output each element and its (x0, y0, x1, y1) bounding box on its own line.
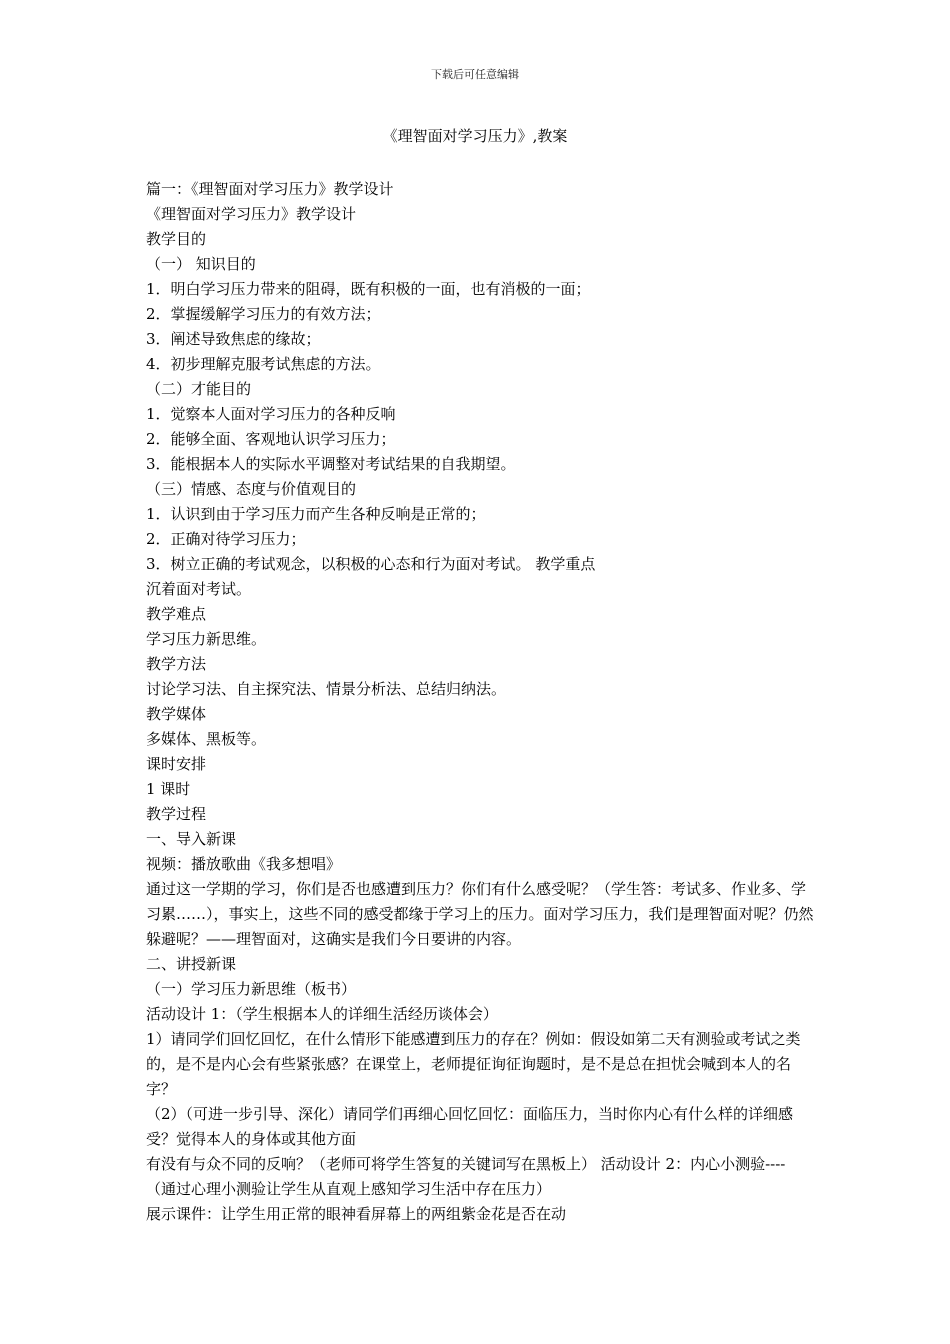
body-line: 教学目的 (146, 230, 207, 248)
body-line: 教学过程 (146, 805, 207, 823)
body-paragraph: 有没有与众不同的反响？（老师可将学生答复的关键词写在黑板上） 活动设计 2：内心小测验----（通过心理小测验让学生从直观上感知学习生活中存在压力） (146, 1155, 786, 1198)
body-line: 1．认识到由于学习压力而产生各种反响是正常的； (146, 505, 486, 523)
body-line: 3．阐述导致焦虑的缘故； (146, 330, 321, 348)
body-line: 一、导入新课 (146, 830, 237, 848)
body-line: 《理智面对学习压力》教学设计 (146, 205, 357, 223)
body-paragraph: 通过这一学期的学习，你们是否也感遭到压力？你们有什么感受呢？（学生答：考试多、作业多、学习累……），事实上，这些不同的感受都缘于学习上的压力。面对学习压力，我们是理智面对呢？仍然躲避呢？——理智面对，这确实是我们今日要讲的内容。 (146, 880, 814, 948)
header-note: 下载后可任意编辑 (431, 68, 519, 81)
body-line: 教学方法 (146, 655, 207, 673)
body-line: 1 课时 (146, 780, 191, 798)
body-line: 3．树立正确的考试观念，以积极的心态和行为面对考试。 教学重点 (146, 555, 596, 573)
body-line: 沉着面对考试。 (146, 580, 252, 598)
body-line: 1．觉察本人面对学习压力的各种反响 (146, 405, 396, 423)
body-line: 教学难点 (146, 605, 207, 623)
body-line: （三）情感、态度与价值观目的 (146, 480, 357, 498)
body-paragraph: （2）（可进一步引导、深化）请同学们再细心回忆回忆：面临压力，当时你内心有什么样的详细感受？觉得本人的身体或其他方面 (146, 1105, 794, 1148)
body-line: 1．明白学习压力带来的阻碍，既有积极的一面，也有消极的一面； (146, 280, 591, 298)
document-title: 《理智面对学习压力》,教案 (382, 127, 568, 145)
body-line: 学习压力新思维。 (146, 630, 267, 648)
body-line: （一）学习压力新思维（板书） (146, 980, 357, 998)
body-line: （二）才能目的 (146, 380, 252, 398)
body-line: 活动设计 1：（学生根据本人的详细生活经历谈体会） (146, 1005, 498, 1023)
body-line: 2．掌握缓解学习压力的有效方法； (146, 305, 381, 323)
body-line: 2．正确对待学习压力； (146, 530, 306, 548)
body-line: 课时安排 (146, 755, 207, 773)
body-line: 展示课件：让学生用正常的眼神看屏幕上的两组紫金花是否在动 (146, 1205, 567, 1223)
body-line: （一） 知识目的 (146, 255, 256, 273)
body-line: 2．能够全面、客观地认识学习压力； (146, 430, 396, 448)
body-line: 讨论学习法、自主探究法、情景分析法、总结归纳法。 (146, 680, 507, 698)
body-line: 3．能根据本人的实际水平调整对考试结果的自我期望。 (146, 455, 516, 473)
body-line: 二、讲授新课 (146, 955, 237, 973)
body-line: 多媒体、黑板等。 (146, 730, 267, 748)
body-line: 篇一：《理智面对学习压力》教学设计 (146, 180, 394, 198)
body-paragraph: 1）请同学们回忆回忆，在什么情形下能感遭到压力的存在？例如：假设如第二天有测验或考试之类的，是不是内心会有些紧张感？在课堂上，老师提征询征询题时，是不是总在担忧会喊到本人的名字？ (146, 1030, 801, 1098)
body-line: 4．初步理解克服考试焦虑的方法。 (146, 355, 381, 373)
body-line: 教学媒体 (146, 705, 207, 723)
body-line: 视频：播放歌曲《我多想唱》 (146, 855, 342, 873)
document-body (146, 177, 814, 1227)
